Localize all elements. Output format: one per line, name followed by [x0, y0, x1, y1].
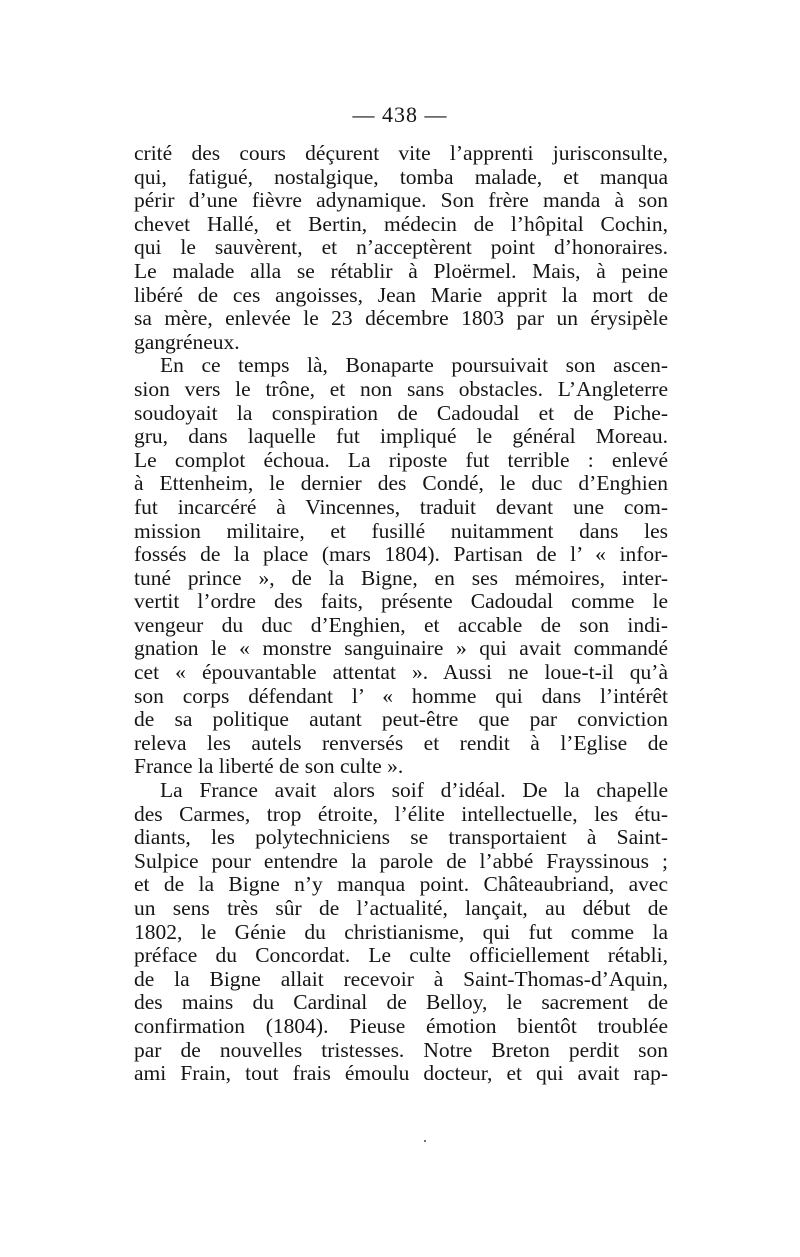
text-line: qui, fatigué, nostalgique, tomba malade, et manqua: [134, 165, 668, 189]
text-line: confirmation (1804). Pieuse émotion bientôt troublée: [134, 1014, 668, 1038]
text-line: préface du Concordat. Le culte officiellement rétabli,: [134, 944, 668, 968]
text-line: libéré de ces angoisses, Jean Marie apprit la mort de: [134, 283, 668, 307]
text-line: fossés de la place (mars 1804). Partisan de l’ « infor-: [134, 543, 668, 567]
text-line: à Ettenheim, le dernier des Condé, le duc d’Enghien: [134, 472, 668, 496]
text-line: Le complot échoua. La riposte fut terrible : enlevé: [134, 448, 668, 472]
text-line: ami Frain, tout frais émoulu docteur, et qui avait rap-: [134, 1062, 668, 1086]
text-line: La France avait alors soif d’idéal. De la chapelle: [160, 779, 668, 803]
text-line: En ce temps là, Bonaparte poursuivait son ascen-: [160, 354, 668, 378]
text-line: tuné prince », de la Bigne, en ses mémoires, inter-: [134, 566, 668, 590]
text-line: périr d’une fièvre adynamique. Son frère manda à son: [134, 189, 668, 213]
text-line: 1802, le Génie du christianisme, qui fut comme la: [134, 920, 668, 944]
text-line: un sens très sûr de l’actualité, lançait, au début de: [134, 897, 668, 920]
text-line: gangréneux.: [134, 330, 240, 354]
text-line: son corps défendant l’ « homme qui dans l’intérêt: [134, 684, 668, 708]
text-line: cet « épouvantable attentat ». Aussi ne loue-t-il qu’à: [134, 661, 668, 685]
text-line: releva les autels renversés et rendit à l’Eglise de: [134, 731, 668, 755]
text-line: crité des cours déçurent vite l’apprenti jurisconsulte,: [134, 142, 668, 165]
page-number: — 438 —: [352, 102, 448, 127]
text-line: par de nouvelles tristesses. Notre Breton perdit son: [134, 1038, 668, 1062]
text-line: qui le sauvèrent, et n’acceptèrent point d’honoraires.: [134, 236, 668, 260]
text-line: fut incarcéré à Vincennes, traduit devant une com-: [134, 495, 668, 519]
text-line: vengeur du duc d’Enghien, et accable de son indi-: [134, 613, 668, 637]
text-line: des Carmes, trop étroite, l’élite intellectuelle, les étu-: [134, 802, 668, 826]
text-line: Le malade alla se rétablir à Ploërmel. Mais, à peine: [134, 259, 668, 283]
text-line: des mains du Cardinal de Belloy, le sacrement de: [134, 991, 668, 1015]
text-line: gru, dans laquelle fut impliqué le général Moreau.: [134, 425, 668, 449]
text-line: soudoyait la conspiration de Cadoudal et de Piche-: [134, 401, 668, 425]
text-line: sion vers le trône, et non sans obstacles. L’Angleterre: [134, 377, 668, 401]
text-line: gnation le « monstre sanguinaire » qui avait commandé: [134, 637, 668, 661]
text-line: Sulpice pour entendre la parole de l’abbé Frayssinous ;: [134, 849, 668, 873]
text-line: France la liberté de son culte ».: [134, 755, 404, 779]
text-line: diants, les polytechniciens se transportaient à Saint-: [134, 826, 668, 850]
text-line: de la Bigne allait recevoir à Saint-Thomas-d’Aquin,: [134, 967, 668, 991]
text-line: et de la Bigne n’y manqua point. Châteaubriand, avec: [134, 873, 668, 897]
text-line: de sa politique autant peut-être que par conviction: [134, 708, 668, 732]
body-text: [134, 142, 668, 1086]
text-line: mission militaire, et fusillé nuitamment dans les: [134, 519, 668, 543]
print-speck: [424, 1140, 426, 1142]
text-line: chevet Hallé, et Bertin, médecin de l’hôpital Cochin,: [134, 212, 668, 236]
text-line: sa mère, enlevée le 23 décembre 1803 par un érysipèle: [134, 307, 668, 331]
text-line: vertit l’ordre des faits, présente Cadoudal comme le: [134, 590, 668, 614]
